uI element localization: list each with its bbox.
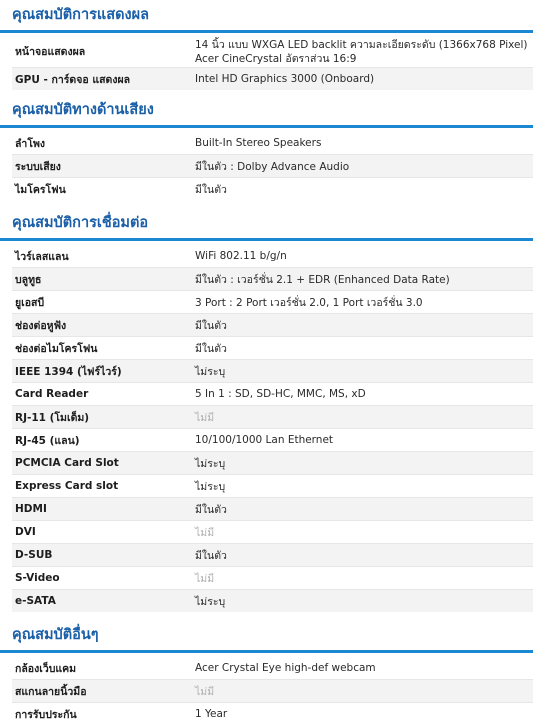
spec-label: ระบบเสียง <box>12 155 192 178</box>
spec-label: DVI <box>12 521 192 544</box>
spec-label: Card Reader <box>12 383 192 406</box>
spec-value: ไม่ระบุ <box>192 590 533 613</box>
spec-section <box>0 208 553 612</box>
spec-row <box>12 429 533 452</box>
spec-value: ไม่มี <box>192 406 533 429</box>
spec-value: Intel HD Graphics 3000 (Onboard) <box>192 68 533 91</box>
spec-row <box>12 475 533 498</box>
spec-value: 1 Year <box>192 703 533 725</box>
spec-row <box>12 544 533 567</box>
spec-value: 3 Port : 2 Port เวอร์ชั่น 2.0, 1 Port เวอร์ชั่น 3.0 <box>192 291 533 314</box>
spec-row <box>12 383 533 406</box>
spec-label: e-SATA <box>12 590 192 613</box>
spec-label: RJ-11 (โมเด็ม) <box>12 406 192 429</box>
spec-label: กล้องเว็บแคม <box>12 657 192 680</box>
spec-label: ลำโพง <box>12 132 192 155</box>
spec-row <box>12 132 533 155</box>
spec-label: S-Video <box>12 567 192 590</box>
spec-value: Acer Crystal Eye high-def webcam <box>192 657 533 680</box>
spec-value: ไม่มี <box>192 680 533 703</box>
spec-label: PCMCIA Card Slot <box>12 452 192 475</box>
spec-label: การรับประกัน <box>12 703 192 725</box>
spec-label: ช่องต่อหูฟัง <box>12 314 192 337</box>
spec-section <box>0 620 553 725</box>
spec-value: มีในตัว : เวอร์ชั่น 2.1 + EDR (Enhanced Data Rate) <box>192 268 533 291</box>
spec-row <box>12 452 533 475</box>
spec-row <box>12 521 533 544</box>
spec-row <box>12 360 533 383</box>
section-title: คุณสมบัติการแสดงผล <box>0 0 533 33</box>
spec-section <box>0 95 553 200</box>
spec-row <box>12 268 533 291</box>
spec-row <box>12 337 533 360</box>
spec-label: IEEE 1394 (ไฟร์ไวร์) <box>12 360 192 383</box>
spec-value: ไม่มี <box>192 521 533 544</box>
spec-row <box>12 245 533 268</box>
spec-label: หน้าจอแสดงผล <box>12 37 192 68</box>
spec-label: ช่องต่อไมโครโฟน <box>12 337 192 360</box>
spec-row <box>12 406 533 429</box>
spec-row <box>12 291 533 314</box>
spec-value: Built-In Stereo Speakers <box>192 132 533 155</box>
spec-row <box>12 155 533 178</box>
spec-label: สแกนลายนิ้วมือ <box>12 680 192 703</box>
spec-label: RJ-45 (แลน) <box>12 429 192 452</box>
spec-row <box>12 590 533 613</box>
spec-label: HDMI <box>12 498 192 521</box>
spec-value: มีในตัว <box>192 498 533 521</box>
spec-row <box>12 657 533 680</box>
spec-value: มีในตัว <box>192 178 533 201</box>
spec-row <box>12 314 533 337</box>
spec-value: 10/100/1000 Lan Ethernet <box>192 429 533 452</box>
spec-value: มีในตัว : Dolby Advance Audio <box>192 155 533 178</box>
spec-value: 14 นิ้ว แบบ WXGA LED backlit ความละเอียดระดับ (1366x768 Pixel) Acer CineCrystal อัตราส่วน 16:9 <box>192 37 533 68</box>
spec-row <box>12 703 533 725</box>
spec-value: ไม่มี <box>192 567 533 590</box>
spec-row <box>12 680 533 703</box>
spec-label: D-SUB <box>12 544 192 567</box>
spec-row <box>12 567 533 590</box>
spec-value: 5 In 1 : SD, SD-HC, MMC, MS, xD <box>192 383 533 406</box>
section-title: คุณสมบัติทางด้านเสียง <box>0 95 533 128</box>
spec-value: ไม่ระบุ <box>192 475 533 498</box>
spec-value: มีในตัว <box>192 544 533 567</box>
spec-label: Express Card slot <box>12 475 192 498</box>
spec-row <box>12 68 533 91</box>
spec-label: ไวร์เลสแลน <box>12 245 192 268</box>
spec-value: WiFi 802.11 b/g/n <box>192 245 533 268</box>
spec-value: มีในตัว <box>192 337 533 360</box>
spec-label: ไมโครโฟน <box>12 178 192 201</box>
spec-row <box>12 37 533 68</box>
spec-table <box>12 132 533 200</box>
spec-row <box>12 498 533 521</box>
spec-section <box>0 0 553 90</box>
spec-table <box>12 657 533 725</box>
spec-label: บลูทูธ <box>12 268 192 291</box>
spec-value: ไม่ระบุ <box>192 360 533 383</box>
spec-table <box>12 37 533 90</box>
spec-value: มีในตัว <box>192 314 533 337</box>
spec-value: ไม่ระบุ <box>192 452 533 475</box>
spec-label: ยูเอสบี <box>12 291 192 314</box>
section-title: คุณสมบัติการเชื่อมต่อ <box>0 208 533 241</box>
spec-row <box>12 178 533 201</box>
spec-table <box>12 245 533 612</box>
spec-label: GPU - การ์ดจอ แสดงผล <box>12 68 192 91</box>
section-title: คุณสมบัติอื่นๆ <box>0 620 533 653</box>
